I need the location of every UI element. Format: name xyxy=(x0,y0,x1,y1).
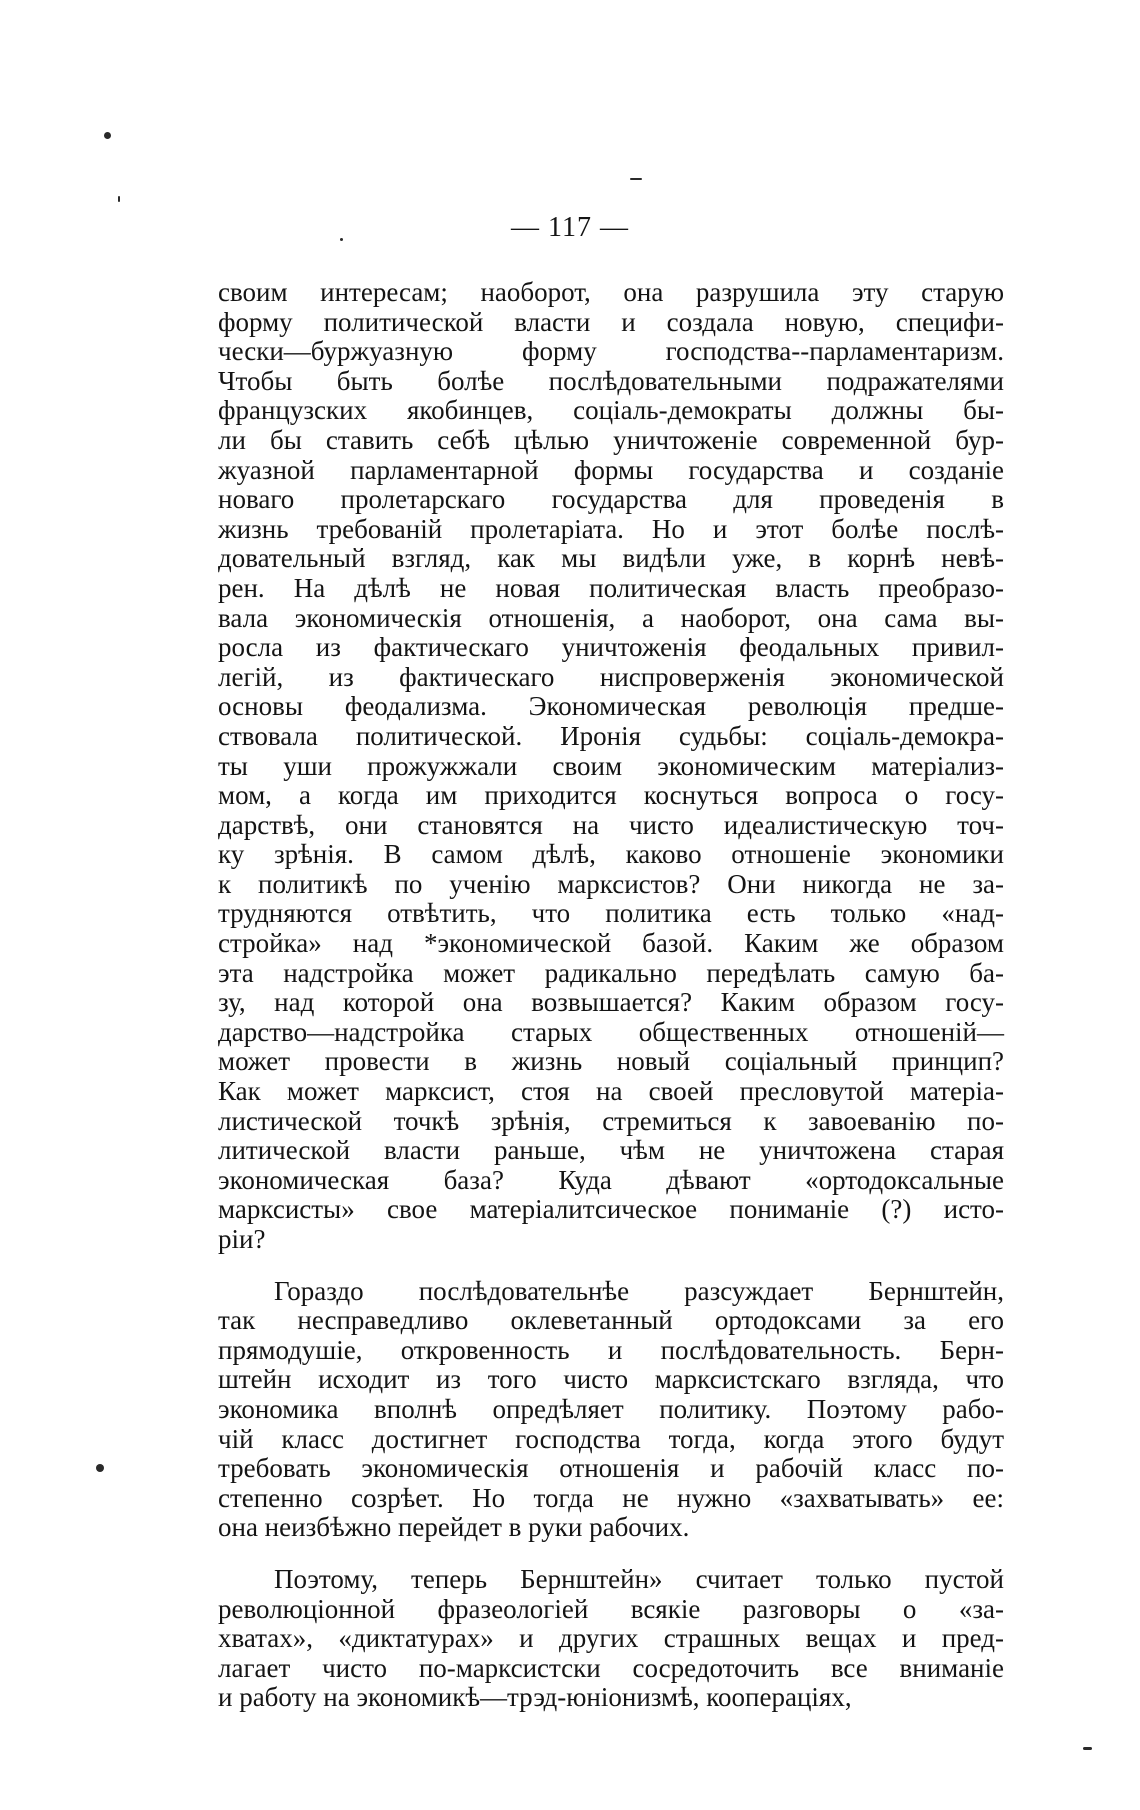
text-line: легій, из фактическаго ниспроверженія экономической xyxy=(218,661,1004,692)
text-line: Чтобы быть болѣе послѣдовательными подражателями xyxy=(218,365,1004,396)
text-line: марксисты» свое матеріалитсическое пониманіе (?) исто- xyxy=(218,1194,1004,1225)
text-line: к политикѣ по ученію марксистов? Они никогда не за- xyxy=(218,868,1004,899)
text-line: ріи? xyxy=(218,1224,266,1254)
text-line: росла из фактическаго уничтоженія феодальных привил- xyxy=(218,632,1004,663)
text-line: Поэтому, теперь Бернштейн» считает только пустой xyxy=(274,1563,1004,1594)
text-line: дарство—надстройка старых общественных отношеній— xyxy=(218,1016,1004,1047)
text-line: стройка» над *экономической базой. Каким же образом xyxy=(218,928,1004,959)
text-line: вала экономическія отношенія, а наоборот, она сама вы- xyxy=(218,602,1004,633)
paragraph xyxy=(218,1565,1004,1713)
text-line: хватах», «диктатурах» и других страшных вещах и пред- xyxy=(218,1623,1004,1654)
text-line: революціонной фразеологіей всякіе разговоры о «за- xyxy=(218,1593,1004,1624)
text-line: мом, а когда им приходится коснуться вопроса о госу- xyxy=(218,780,1004,811)
text-line: ку зрѣнія. В самом дѣлѣ, каково отношеніе экономики xyxy=(218,839,1004,870)
text-line: и работу на экономикѣ—трэд-юніонизмѣ, коопераціях, xyxy=(218,1682,852,1713)
text-line: Гораздо послѣдовательнѣе разсуждает Бернштейн, xyxy=(274,1275,1004,1306)
scan-speck xyxy=(96,1464,104,1472)
text-line: новаго пролетарскаго государства для проведенія в xyxy=(218,484,1004,515)
text-line: дарствѣ, они становятся на чисто идеалистическую точ- xyxy=(218,809,1004,840)
text-line: ты уши прожужжали своим экономическим матеріализ- xyxy=(218,750,1004,781)
text-line: так несправедливо оклеветанный ортодоксами за его xyxy=(218,1305,1004,1336)
text-line: чески—буржуазную форму господства--парламентаризм. xyxy=(218,336,1004,367)
text-line: основы феодализма. Экономическая революція предше- xyxy=(218,691,1004,722)
paragraph-gap xyxy=(218,1255,1004,1277)
text-line: жизнь требованій пролетаріата. Но и этот болѣе послѣ- xyxy=(218,513,1004,544)
text-line: ствовала политической. Иронія судьбы: соціаль-демокра- xyxy=(218,720,1004,751)
text-line: прямодушіе, откровенность и послѣдовательность. Берн- xyxy=(218,1334,1004,1365)
scan-speck xyxy=(1083,1747,1092,1750)
paragraph-gap xyxy=(218,1543,1004,1565)
text-line: ли бы ставить себѣ цѣлью уничтоженіе современной бур- xyxy=(218,424,1004,455)
text-line: экономика вполнѣ опредѣляет политику. Поэтому рабо- xyxy=(218,1393,1004,1424)
paragraph xyxy=(218,1277,1004,1543)
text-line: литической власти раньше, чѣм не уничтожена старая xyxy=(218,1135,1004,1166)
text-line: листической точкѣ зрѣнія, стремиться к завоеванію по- xyxy=(218,1105,1004,1136)
text-line: французских якобинцев, соціаль-демократы должны бы- xyxy=(218,395,1004,426)
text-line: требовать экономическія отношенія и рабочій класс по- xyxy=(218,1453,1004,1484)
text-line: лагает чисто по-марксистски сосредоточить все вниманіе xyxy=(218,1652,1004,1683)
paragraph xyxy=(218,278,1004,1255)
text-line: Как может марксист, стоя на своей пресловутой матеріа- xyxy=(218,1076,1004,1107)
text-line: рен. На дѣлѣ не новая политическая власть преобразо- xyxy=(218,572,1004,603)
text-line: зу, над которой она возвышается? Каким образом госу- xyxy=(218,987,1004,1018)
body-text xyxy=(218,278,1004,1713)
scan-speck xyxy=(630,178,642,180)
text-line: она неизбѣжно перейдет в руки рабочих. xyxy=(218,1512,690,1543)
text-line: довательный взгляд, как мы видѣли уже, в корнѣ невѣ- xyxy=(218,543,1004,574)
text-line: чій класс достигнет господства тогда, когда этого будут xyxy=(218,1423,1004,1454)
text-line: жуазной парламентарной формы государства и созданіе xyxy=(218,454,1004,485)
text-line: степенно созрѣет. Но тогда не нужно «захватывать» ее: xyxy=(218,1482,1004,1513)
scan-speck xyxy=(118,196,120,202)
scan-speck xyxy=(104,132,111,139)
text-line: трудняются отвѣтить, что политика есть только «над- xyxy=(218,898,1004,929)
text-line: эта надстройка может радикально передѣлать самую ба- xyxy=(218,957,1004,988)
text-line: экономическая база? Куда дѣвают «ортодоксальные xyxy=(218,1164,1004,1195)
text-line: своим интересам; наоборот, она разрушила эту старую xyxy=(218,277,1004,307)
page-number: — 117 — xyxy=(511,212,629,243)
text-line: форму политической власти и создала новую, специфи- xyxy=(218,306,1004,337)
text-line: может провести в жизнь новый соціальный принцип? xyxy=(218,1046,1004,1077)
text-line: штейн исходит из того чисто марксистскаго взгляда, что xyxy=(218,1364,1004,1395)
